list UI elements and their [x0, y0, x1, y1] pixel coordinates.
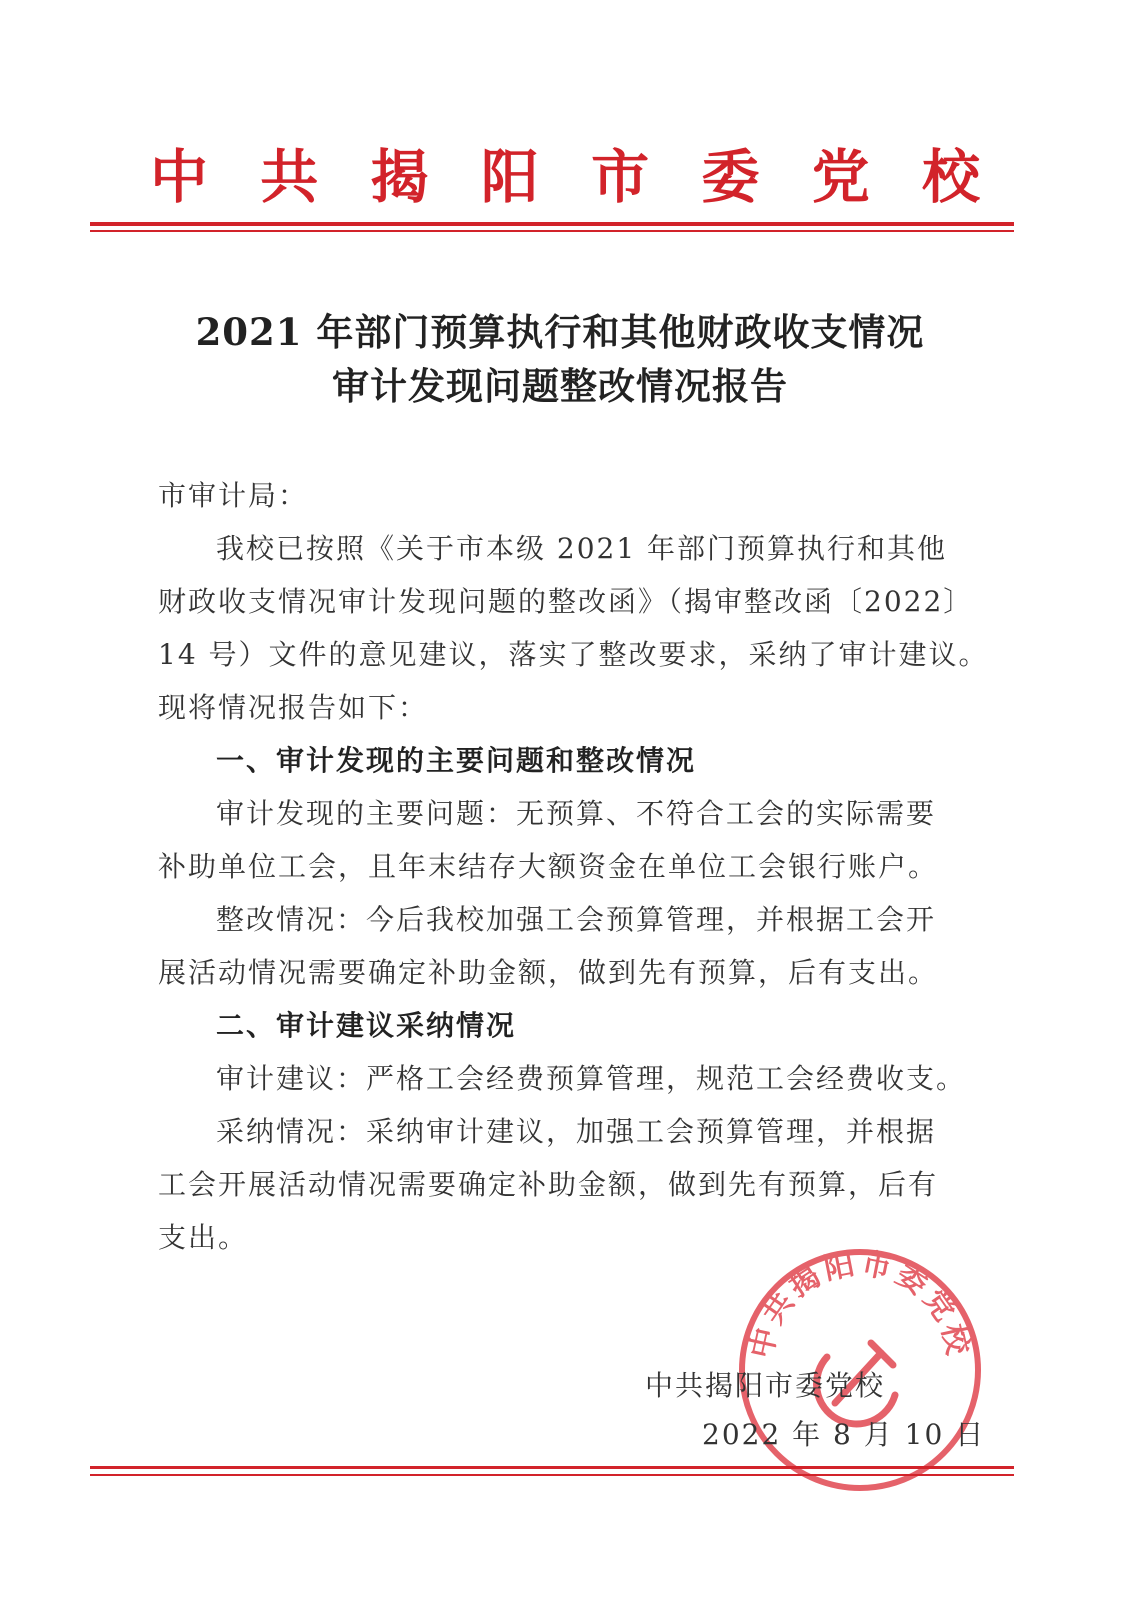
- intro-line: 财政收支情况审计发现问题的整改函》（揭审整改函〔2022〕: [158, 585, 974, 618]
- signature-date: 2022 年 8 月 10 日: [702, 1418, 986, 1451]
- letterhead-rule-thick: [90, 222, 1014, 226]
- intro-line: 14 号）文件的意见建议，落实了整改要求，采纳了审计建议。: [158, 638, 989, 671]
- section2-suggestion: 审计建议：严格工会经费预算管理，规范工会经费收支。: [216, 1062, 967, 1095]
- letterhead-char: 揭: [370, 143, 429, 211]
- letterhead-char: 中: [150, 143, 209, 211]
- intro-line: 我校已按照《关于市本级 2021 年部门预算执行和其他: [216, 532, 948, 565]
- salutation: 市审计局：: [158, 479, 309, 512]
- letterhead-char: 校: [921, 143, 980, 211]
- section2-adoption-line: 工会开展活动情况需要确定补助金额，做到先有预算，后有: [158, 1168, 939, 1201]
- section1-problem-line: 审计发现的主要问题：无预算、不符合工会的实际需要: [216, 797, 937, 830]
- seal-text: 中共揭阳市委党校: [744, 1246, 976, 1362]
- section1-problem-line: 补助单位工会，且年末结存大额资金在单位工会银行账户。: [158, 850, 939, 883]
- letterhead-char: 委: [701, 143, 760, 211]
- letterhead-char: 党: [811, 143, 870, 211]
- signature-org: 中共揭阳市委党校: [645, 1369, 886, 1402]
- section1-rectify-line: 整改情况：今后我校加强工会预算管理，并根据工会开: [216, 903, 937, 936]
- section1-heading: 一、审计发现的主要问题和整改情况: [216, 744, 697, 777]
- intro-line: 现将情况报告如下：: [158, 691, 429, 724]
- footer-rule-top: [90, 1466, 1014, 1469]
- section1-rectify-line: 展活动情况需要确定补助金额，做到先有预算，后有支出。: [158, 956, 939, 989]
- section2-heading: 二、审计建议采纳情况: [216, 1009, 517, 1042]
- section2-adoption-line: 采纳情况：采纳审计建议，加强工会预算管理，并根据: [216, 1115, 937, 1148]
- letterhead-char: 市: [591, 143, 650, 211]
- section2-adoption-line: 支出。: [158, 1221, 249, 1254]
- letterhead-char: 阳: [480, 143, 539, 211]
- letterhead-title: [150, 140, 980, 214]
- document-title-line1: 2021 年部门预算执行和其他财政收支情况: [195, 310, 925, 354]
- footer-rule-bottom: [90, 1474, 1014, 1476]
- letterhead-char: 共: [260, 143, 319, 211]
- document-title-line2: 审计发现问题整改情况报告: [332, 364, 788, 408]
- letterhead-rule-thin: [90, 230, 1014, 232]
